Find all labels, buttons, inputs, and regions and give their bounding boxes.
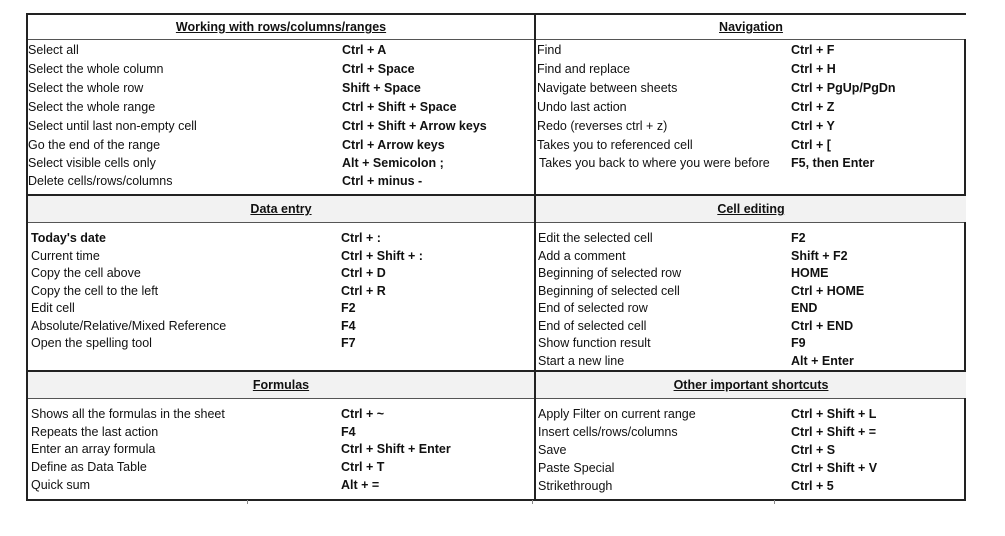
action-label: Copy the cell above [31,266,141,280]
action-label: Define as Data Table [31,460,147,474]
shortcut-keys: Ctrl + PgUp/PgDn [791,81,896,95]
shortcut-keys: Ctrl + Shift + V [791,461,878,475]
list-item [28,62,164,76]
shortcut-keys: Ctrl + ~ [341,407,385,421]
shortcut-keys: Ctrl + Z [791,100,835,114]
header-rows-columns [28,15,534,39]
action-label: Select the whole column [28,62,164,76]
action-label: Copy the cell to the left [31,284,159,298]
action-label: Edit cell [31,301,75,315]
column-divider [534,15,536,499]
list-item [31,336,152,350]
list-item [537,138,693,152]
list-item [31,284,158,298]
list-item [538,266,681,280]
shortcut-keys: F7 [341,336,356,350]
shortcut-keys: Ctrl + Shift + Space [342,100,457,114]
shortcut-keys: Ctrl + 5 [791,479,834,493]
action-label: Select the whole row [28,81,144,95]
list-item [31,442,155,456]
section-title: Other important shortcuts [673,378,829,392]
shortcut-table [26,13,966,501]
action-label: Start a new line [538,354,625,368]
shortcut-keys: Ctrl + R [341,284,386,298]
list-item [28,156,156,170]
action-label: Delete cells/rows/columns [28,174,173,188]
action-label: Shows all the formulas in the sheet [31,407,225,421]
shortcut-keys: Ctrl + T [341,460,385,474]
list-item [538,319,646,333]
section-title: Navigation [719,20,783,34]
list-item [538,336,651,350]
action-label: Takes you to referenced cell [537,138,693,152]
shortcut-keys: Shift + Space [342,81,421,95]
action-label: Insert cells/rows/columns [538,425,678,439]
list-item [538,354,624,368]
action-label: Select visible cells only [28,156,156,170]
list-item [538,249,626,263]
list-item [31,319,226,333]
shortcut-keys: Ctrl + Shift + L [791,407,877,421]
section-title: Working with rows/columns/ranges [175,20,387,34]
action-label: Beginning of selected cell [538,284,680,298]
list-item [537,100,627,114]
shortcut-keys: Alt + Enter [791,354,854,368]
shortcut-keys: Ctrl + Shift + Arrow keys [342,119,487,133]
shortcut-keys: F2 [791,231,806,245]
header-rule [28,398,964,399]
list-item [28,81,143,95]
shortcut-keys: F2 [341,301,356,315]
shortcut-keys: F9 [791,336,806,350]
list-item [537,43,561,57]
list-item [538,231,653,245]
action-label: Takes you back to where you were before [539,156,770,170]
action-label: Current time [31,249,100,263]
shortcut-keys: F5, then Enter [791,156,875,170]
list-item [537,81,677,95]
list-item [538,301,648,315]
list-item [28,138,160,152]
list-item [538,461,614,475]
list-item [537,119,667,133]
shortcut-keys: Ctrl + D [341,266,386,280]
section-title: Data entry [250,202,312,216]
action-label: Enter an array formula [31,442,156,456]
list-item [31,478,90,492]
gridline-tick [247,500,248,504]
list-navigation [537,43,966,193]
shortcut-keys: Ctrl + Shift + = [791,425,877,439]
list-item [538,407,696,421]
shortcut-keys: END [791,301,818,315]
list-item [31,407,225,421]
header-data-entry [28,196,534,222]
action-label: Absolute/Relative/Mixed Reference [31,319,227,333]
action-label: Show function result [538,336,651,350]
gridline-tick [774,500,775,504]
gridline-tick [532,500,533,504]
action-label: Redo (reverses ctrl + z) [537,119,668,133]
action-label: Paste Special [538,461,615,475]
action-label: Strikethrough [538,479,613,493]
list-item [31,266,141,280]
shortcut-keys: Ctrl + Shift + Enter [341,442,451,456]
header-cell-editing [536,196,966,222]
action-label: Undo last action [537,100,627,114]
shortcut-keys: Ctrl + H [791,62,836,76]
action-label: Today's date [31,231,106,245]
shortcut-keys: Ctrl + Shift + : [341,249,423,263]
list-item [539,156,770,170]
shortcut-keys: Ctrl + A [342,43,387,57]
shortcut-keys: Ctrl + F [791,43,835,57]
list-item [538,479,612,493]
list-item [31,425,158,439]
list-item [537,62,630,76]
action-label: End of selected cell [538,319,647,333]
header-formulas [28,372,534,398]
shortcut-keys: Ctrl + HOME [791,284,865,298]
action-label: Beginning of selected row [538,266,682,280]
section-title: Formulas [252,378,310,392]
action-label: Navigate between sheets [537,81,678,95]
shortcut-keys: HOME [791,266,829,280]
list-item [28,174,173,188]
list-item [28,43,79,57]
action-label: Select all [28,43,79,57]
action-label: Open the spelling tool [31,336,152,350]
shortcut-keys: Ctrl + Space [342,62,415,76]
action-label: Find [537,43,562,57]
shortcut-keys: F4 [341,425,356,439]
list-formulas [31,407,531,499]
shortcut-keys: Ctrl + : [341,231,381,245]
action-label: Edit the selected cell [538,231,653,245]
shortcut-keys: Ctrl + minus - [342,174,423,188]
shortcut-keys: Alt + = [341,478,380,492]
header-other [536,372,966,398]
list-item [31,460,147,474]
shortcut-keys: Ctrl + [ [791,138,831,152]
list-item [31,301,75,315]
action-label: Select until last non-empty cell [28,119,197,133]
shortcut-keys: Alt + Semicolon ; [342,156,444,170]
list-cell-editing [538,231,966,371]
action-label: Apply Filter on current range [538,407,696,421]
shortcut-keys: Shift + F2 [791,249,848,263]
header-rule [28,222,964,223]
shortcut-keys: Ctrl + END [791,319,854,333]
action-label: End of selected row [538,301,648,315]
action-label: Go the end of the range [28,138,161,152]
shortcut-keys: Ctrl + S [791,443,836,457]
shortcut-keys: Ctrl + Arrow keys [342,138,445,152]
header-navigation [536,15,966,39]
action-label: Save [538,443,567,457]
list-other [538,407,966,499]
shortcut-keys: F4 [341,319,356,333]
shortcut-keys: Ctrl + Y [791,119,835,133]
list-item [538,284,680,298]
list-item [31,249,100,263]
action-label: Repeats the last action [31,425,159,439]
list-rows-columns [28,43,534,193]
action-label: Select the whole range [28,100,156,114]
list-item [538,443,567,457]
list-data-entry [31,231,531,371]
header-rule [28,39,964,40]
list-item [538,425,678,439]
action-label: Add a comment [538,249,626,263]
list-item [28,100,155,114]
section-title: Cell editing [717,202,785,216]
action-label: Find and replace [537,62,631,76]
list-item [28,119,197,133]
action-label: Quick sum [31,478,91,492]
list-item [31,231,106,245]
